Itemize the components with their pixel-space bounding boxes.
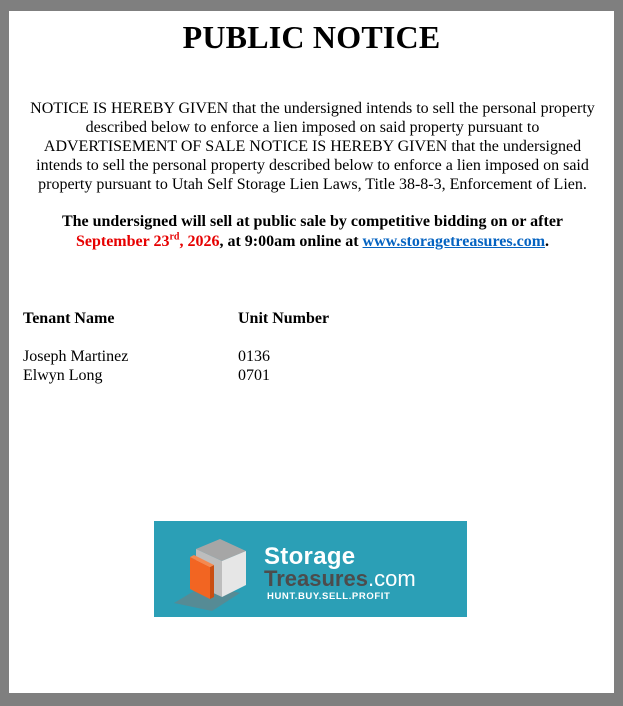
notice-page — [9, 11, 614, 693]
sale-date-month: September 23 — [75, 233, 170, 250]
header-unit-number: Unit Number — [238, 310, 330, 327]
tenant-name-cell: Elwyn Long — [23, 367, 103, 384]
header-tenant-name: Tenant Name — [23, 310, 115, 327]
logo-treasures: Treasures — [264, 566, 368, 591]
sale-announcement — [29, 212, 596, 252]
sale-intro: The undersigned will sell at public sale by competitive bidding on or after — [61, 213, 564, 230]
logo-word-storage: Storage — [264, 543, 356, 570]
logo-tagline: HUNT.BUY.SELL.PROFIT — [267, 591, 391, 602]
storage-treasures-logo — [154, 521, 467, 617]
unit-number-cell: 0136 — [238, 348, 270, 365]
logo-dotcom: .com — [367, 566, 416, 591]
tenant-name-cell: Joseph Martinez — [23, 348, 129, 365]
sale-date — [76, 233, 219, 250]
notice-title: PUBLIC NOTICE — [182, 19, 441, 55]
storage-cube-icon — [154, 521, 264, 617]
sale-date-year: , 2026 — [179, 233, 220, 250]
sale-date-suffix: rd — [169, 231, 180, 243]
sale-time: , at 9:00am online at — [219, 233, 363, 250]
notice-body: NOTICE IS HEREBY GIVEN that the undersigned intends to sell the personal property described below to enforce a lien imposed on said property pursuant to ADVERTISEMENT OF SALE NOTICE IS HEREBY GIVEN that the undersigned intends to sell the personal property described below to enforce a lien imposed on said property pursuant to Utah Self Storage Lien Laws, Title 38-8-3, Enforcement of Lien. — [30, 100, 595, 193]
logo-word-treasures — [264, 566, 416, 592]
unit-number-cell: 0701 — [238, 367, 270, 384]
sale-end: . — [545, 233, 550, 250]
sale-website-link[interactable]: www.storagetreasures.com — [362, 233, 546, 250]
